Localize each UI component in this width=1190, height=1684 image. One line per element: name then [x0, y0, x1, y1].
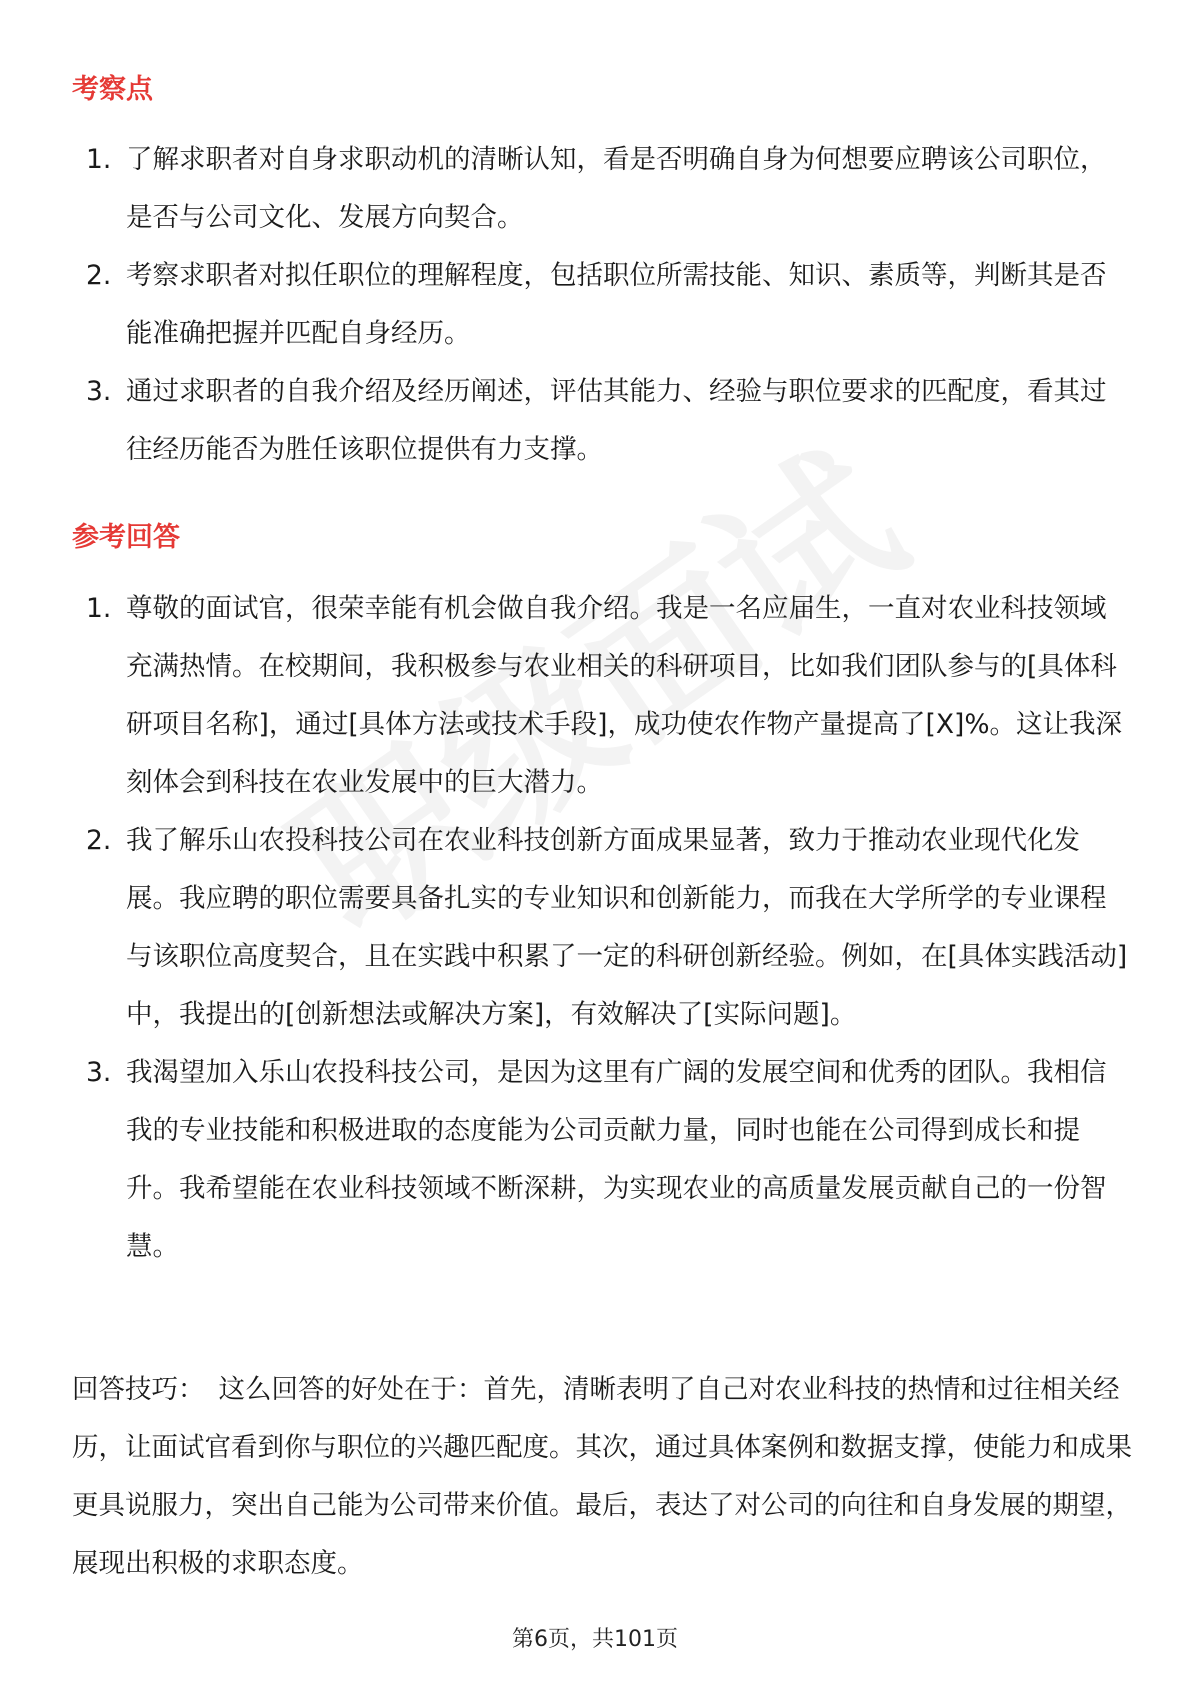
section-heading-reference-answer: 参考回答: [72, 522, 180, 553]
list-item-text: 了解求职者对自身求职动机的清晰认知，看是否明确自身为何想要应聘该公司职位，是否与公司文化、发展方向契合。: [126, 144, 1107, 233]
answer-tip: [72, 1361, 1132, 1593]
answer-tip-text: 这么回答的好处在于：首先，清晰表明了自己对农业科技的热情和过往相关经历，让面试官看到你与职位的兴趣匹配度。其次，通过具体案例和数据支撑，使能力和成果更具说服力，突出自己能为公司带来价值。最后，表达了对公司的向往和自身发展的期望，展现出积极的求职态度。: [72, 1374, 1132, 1579]
list-item: 1. 尊敬的面试官，很荣幸能有机会做自我介绍。我是一名应届生，一直对农业科技领域充满热情。在校期间，我积极参与农业相关的科研项目，比如我们团队参与的[具体科研项目名称]，通过[具体方法或技术手段]，成功使农作物产量提高了[X]%。这让我深刻体会到科技在农业发展中的巨大潜力。: [86, 593, 1123, 798]
section-heading-assessment: 考察点: [72, 74, 153, 105]
answer-list: [72, 580, 1132, 1276]
list-item: 2. 考察求职者对拟任职位的理解程度，包括职位所需技能、知识、素质等，判断其是否能准确把握并匹配自身经历。: [86, 260, 1107, 349]
answer-tip-label: 回答技巧：: [72, 1374, 205, 1405]
list-item: 2. 我了解乐山农投科技公司在农业科技创新方面成果显著，致力于推动农业现代化发展。我应聘的职位需要具备扎实的专业知识和创新能力，而我在大学所学的专业课程与该职位高度契合，且在实践中积累了一定的科研创新经验。例如，在[具体实践活动]中，我提出的[创新想法或解决方案]，有效解决了[实际问题]。: [86, 825, 1128, 1030]
assessment-list: [72, 131, 1132, 479]
list-item-text: 我了解乐山农投科技公司在农业科技创新方面成果显著，致力于推动农业现代化发展。我应聘的职位需要具备扎实的专业知识和创新能力，而我在大学所学的专业课程与该职位高度契合，且在实践中积累了一定的科研创新经验。例如，在[具体实践活动]中，我提出的[创新想法或解决方案]，有效解决了[实际问题]。: [126, 825, 1128, 1030]
list-item-text: 考察求职者对拟任职位的理解程度，包括职位所需技能、知识、素质等，判断其是否能准确把握并匹配自身经历。: [126, 260, 1107, 349]
page-number: 第6页，共101页: [512, 1627, 678, 1652]
list-item: 1. 了解求职者对自身求职动机的清晰认知，看是否明确自身为何想要应聘该公司职位，是否与公司文化、发展方向契合。: [86, 144, 1107, 233]
list-item-text: 通过求职者的自我介绍及经历阐述，评估其能力、经验与职位要求的匹配度，看其过往经历能否为胜任该职位提供有力支撑。: [126, 376, 1107, 465]
list-item-text: 尊敬的面试官，很荣幸能有机会做自我介绍。我是一名应届生，一直对农业科技领域充满热情。在校期间，我积极参与农业相关的科研项目，比如我们团队参与的[具体科研项目名称]，通过[具体方法或技术手段]，成功使农作物产量提高了[X]%。这让我深刻体会到科技在农业发展中的巨大潜力。: [126, 593, 1123, 798]
list-item: 3. 我渴望加入乐山农投科技公司，是因为这里有广阔的发展空间和优秀的团队。我相信我的专业技能和积极进取的态度能为公司贡献力量，同时也能在公司得到成长和提升。我希望能在农业科技领域不断深耕，为实现农业的高质量发展贡献自己的一份智慧。: [86, 1057, 1107, 1262]
list-item: 3. 通过求职者的自我介绍及经历阐述，评估其能力、经验与职位要求的匹配度，看其过往经历能否为胜任该职位提供有力支撑。: [86, 376, 1107, 465]
list-item-text: 我渴望加入乐山农投科技公司，是因为这里有广阔的发展空间和优秀的团队。我相信我的专业技能和积极进取的态度能为公司贡献力量，同时也能在公司得到成长和提升。我希望能在农业科技领域不断深耕，为实现农业的高质量发展贡献自己的一份智慧。: [126, 1057, 1107, 1262]
